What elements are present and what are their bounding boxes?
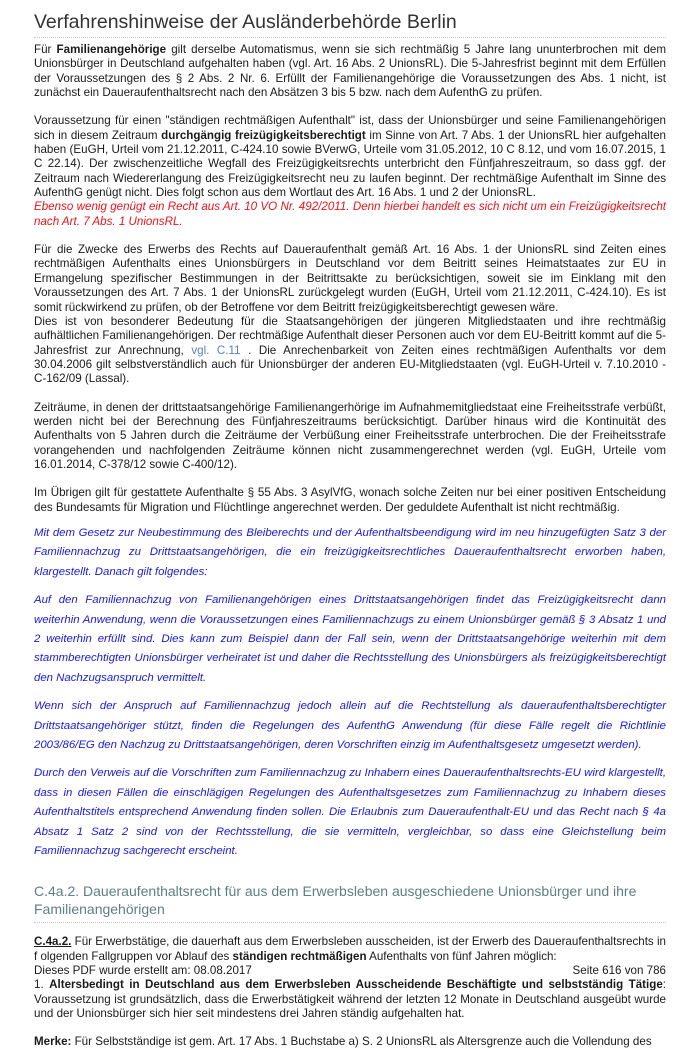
blue-paragraph-3: Wenn sich der Anspruch auf Familiennachzug jedoch allein auf die Rechtstellung als daueraufenthaltsberechtigter Drittstaatsangehöriger stützt, finden die Regelungen des AufenthG Anwendung (für diese Fälle regelt die Richtlinie 2003/86/EG den Nachzug zu Drittstaatsangehörigen, deren Vorschriften einzig im Aufenthaltsgesetz umgesetzt werden). — [34, 700, 666, 752]
text: . Die Anrechenbarkeit von Zeiten eines rechtmäßigen Aufenthalts vor dem 30.04.2006 gilt selbstverständlich auch für Unionsbürger der anderen EU-Mitgliedstaaten (vgl. EuGH-Urteil v. 7.10.2010 - C-162/09 (Lassal). — [34, 343, 666, 386]
blue-paragraph-1: Mit dem Gesetz zur Neubestimmung des Bleiberechts und der Aufenthaltsbeendigung wird im neu hinzugefügten Satz 3 der Familiennachzug zu Drittstaatsangehörigen, die ein freizügigkeitsrechtliches Daueraufenthaltsrecht erworben haben, klargestellt. Danach gilt folgendes: — [34, 526, 666, 578]
section-heading: C.4a.2. Daueraufenthaltsrecht für aus dem Erwerbsleben ausgeschiedene Unionsbürger und ihre Familienangehörigen — [34, 883, 666, 923]
text: gilt derselbe Automatismus, wenn sie sich rechtmäßig 5 Jahre lang ununterbrochen mit dem Unionsbürger in Deutschland aufgehalten haben (vgl. Art. 16 Abs. 2 UnionsRL). Die 5-Jahresfrist beginnt mit dem Erfüllen der Voraussetzungen des § 2 Abs. 2 Nr. 6. Erfüllt der Familienangehörige die Voraussetzungen des Abs. 1 nicht, ist zunächst ein Daueraufenthaltsrecht nach den Absätzen 3 bis 5 bzw. nach dem AufenthG zu prüfen. — [34, 43, 666, 100]
bold-text: Altersbedingt in Deutschland aus dem Erwerbsleben Ausscheidende Beschäftigte und selbstständig Tätige — [49, 978, 663, 992]
paragraph-continuous-residence — [34, 114, 666, 200]
paragraph-family-members — [34, 43, 666, 100]
note-label: Merke: — [34, 1035, 72, 1049]
paragraph-asylum: Im Übrigen gilt für gestattete Aufenthalte § 55 Abs. 3 AsylVfG, wonach solche Zeiten nur bei einer positiven Entscheidung des Bundesamts für Migration und Flüchtlinge angerechnet werden. Der geduldete Aufenthalt ist nicht rechtmäßig. — [34, 486, 666, 514]
paragraph-pre-accession: Für die Zwecke des Erwerbs des Rechts auf Daueraufenthalt gemäß Art. 16 Abs. 1 der UnionsRL sind Zeiten eines rechtmäßigen Aufenthalts eines Unionsbürgers in Deutschland vor dem Beitritt seines Heimatstaates zur EU in Ermangelung spezifischer Bestimmungen in der Beitrittsakte zu berücksichtigen, soweit sie im Einklang mit den Voraussetzungen des Art. 7 Abs. 1 der UnionsRL zurückgelegt wurden (EuGH, Urteil vom 21.12.2011, C-424.10). Es ist somit rückwirkend zu prüfen, ob der Betroffene vor dem Beitritt freizügigkeitsberechtigt gewesen wäre. — [34, 243, 666, 314]
text: Dies ist von besonderer Bedeutung für die Staatsangehörigen der jüngeren Mitgliedstaaten und ihre rechtmäßig aufhältlichen Familienangehörigen. Der rechtmäßige Aufenthalt dieser Personen auch vor dem EU-Beitritt kommt auf die 5-Jahresfrist zur Anrechnung, — [34, 314, 666, 357]
text: Für Selbstständige ist gem. Art. 17 Abs. 1 Buchstabe a) S. 2 UnionsRL als Altersgrenze auch die Vollendung des — [71, 1035, 652, 1049]
page-footer — [34, 964, 666, 977]
text: Für Erwerbstätige, die dauerhaft aus dem Erwerbsleben ausscheiden, ist der Erwerb des Daueraufenthaltsrechts in f olgenden Fallgruppen vor Ablauf des — [34, 935, 666, 963]
paragraph-note — [34, 1035, 666, 1049]
text: Aufenthalts von fünf Jahren möglich: — [366, 949, 557, 963]
paragraph-item-1 — [34, 978, 666, 1021]
footer-created-date: Dieses PDF wurde erstellt am: 08.08.2017 — [34, 964, 252, 977]
paragraph-c4a2 — [34, 935, 666, 964]
bold-text: ständigen rechtmäßigen — [232, 949, 367, 963]
footer-page-number: Seite 616 von 786 — [572, 964, 666, 977]
section-label: C.4a.2. — [34, 935, 72, 949]
text: Für — [34, 43, 57, 56]
blue-paragraph-2: Auf den Familiennachzug von Familienangehörigen eines Drittstaatsangehörigen findet das Freizügigkeitsrecht dann weiterhin Anwendung, wenn die Voraussetzungen eines Familiennachzugs zu einem Unionsbürger gemäß § 3 Absatz 1 und 2 weiterhin erfüllt sind. Dies kann zum Beispiel dann der Fall sein, wenn der Drittstaatsangehörige weiterhin mit dem stammberechtigten Unionsbürger verheiratet ist und daher die Rechtsstellung des Unionsbürgers als freizügigkeitsberechtigt den Nachzugsanspruch vermittelt. — [34, 594, 666, 684]
bold-text: Familienangehörige — [56, 43, 167, 56]
page-content — [34, 10, 666, 1050]
text: im Sinne von Art. 7 Abs. 1 der UnionsRL hier aufgehalten haben (EuGH, Urteil vom 21.12.2011, C-424.10 sowie BVerwG, Urteile vom 31.05.2012, 10 C 8.12, und vom 16.07.2015, 1 C 22.14). Der zwischenzeitliche Wegfall des Freizügigkeitsrechts unterbricht den Fünfjahreszeitraum, so dass ggf. der Zeitraum nach Wiedererlangung des Freizügigkeitsrecht neu zu laufen beginnt. Der rechtmäßige Aufenthalt im Sinne des AufenthG genügt nicht. Dies folgt schon aus dem Wortlaut des Art. 16 Abs. 1 und 2 der UnionsRL. — [34, 128, 667, 200]
bold-text: durchgängig freizügigkeitsberechtigt — [161, 128, 366, 142]
blue-paragraph-4: Durch den Verweis auf die Vorschriften zum Familiennachzug zu Inhabern eines Daueraufenthaltsrechts-EU wird klargestellt, dass in diesen Fällen die einschlägigen Regelungen des Aufenthaltsgesetzes zum Familiennachzug zu Inhabern dieses Aufenthaltstitels entsprechend Anwendung finden sollen. Die Erlaubnis zum Daueraufenthalt-EU und das Recht nach § 4a Absatz 1 Satz 2 sind von der Rechtsstellung, die sie vermitteln, vergleichbar, so dass eine Gleichstellung beim Familiennachzug sachgerecht erscheint. — [34, 767, 666, 858]
paragraph-new-member-states — [34, 315, 666, 387]
text: : Voraussetzung ist grundsätzlich, dass die Erwerbstätigkeit während der letzten 12 Monate in Deutschland ausgeübt wurde und der Unionsbürger sich hier seit mindestens drei Jahren ständig aufgehalten hat. — [34, 978, 667, 1020]
document-title: Verfahrenshinweise der Ausländerbehörde Berlin — [34, 10, 666, 38]
link-c11[interactable]: vgl. C.11 — [191, 343, 241, 357]
red-note: Ebenso wenig genügt ein Recht aus Art. 10 VO Nr. 492/2011. Denn hierbei handelt es sich nicht um ein Freizügigkeitsrecht nach Art. 7 Abs. 1 UnionsRL. — [34, 200, 666, 228]
item-number: 1. — [34, 978, 50, 992]
text: Voraussetzung für einen "ständigen rechtmäßigen Aufenthalt" ist, dass der Unionsbürger und seine Familienangehörigen sich in diesem Zeitraum — [34, 114, 666, 142]
paragraph-imprisonment: Zeiträume, in denen der drittstaatsangehörige Familienangerhörige im Aufnahmemitgliedstaat eine Freiheitsstrafe verbüßt, werden nicht bei der Berechnung des Fünfjahreszeitraums berücksichtigt. Darüber hinaus wird die Kontinuität des Aufenthalts von 5 Jahren durch die Zeiträume der Verbüßung einer Freiheitsstrafe unterbrochen. Die der Freiheitsstrafe vorangehenden und nachfolgenden Zeiträume können nicht zusammengerechnet werden (vgl. EuGH, Urteile vom 16.01.2014, C-378/12 sowie C-400/12). — [34, 400, 666, 471]
